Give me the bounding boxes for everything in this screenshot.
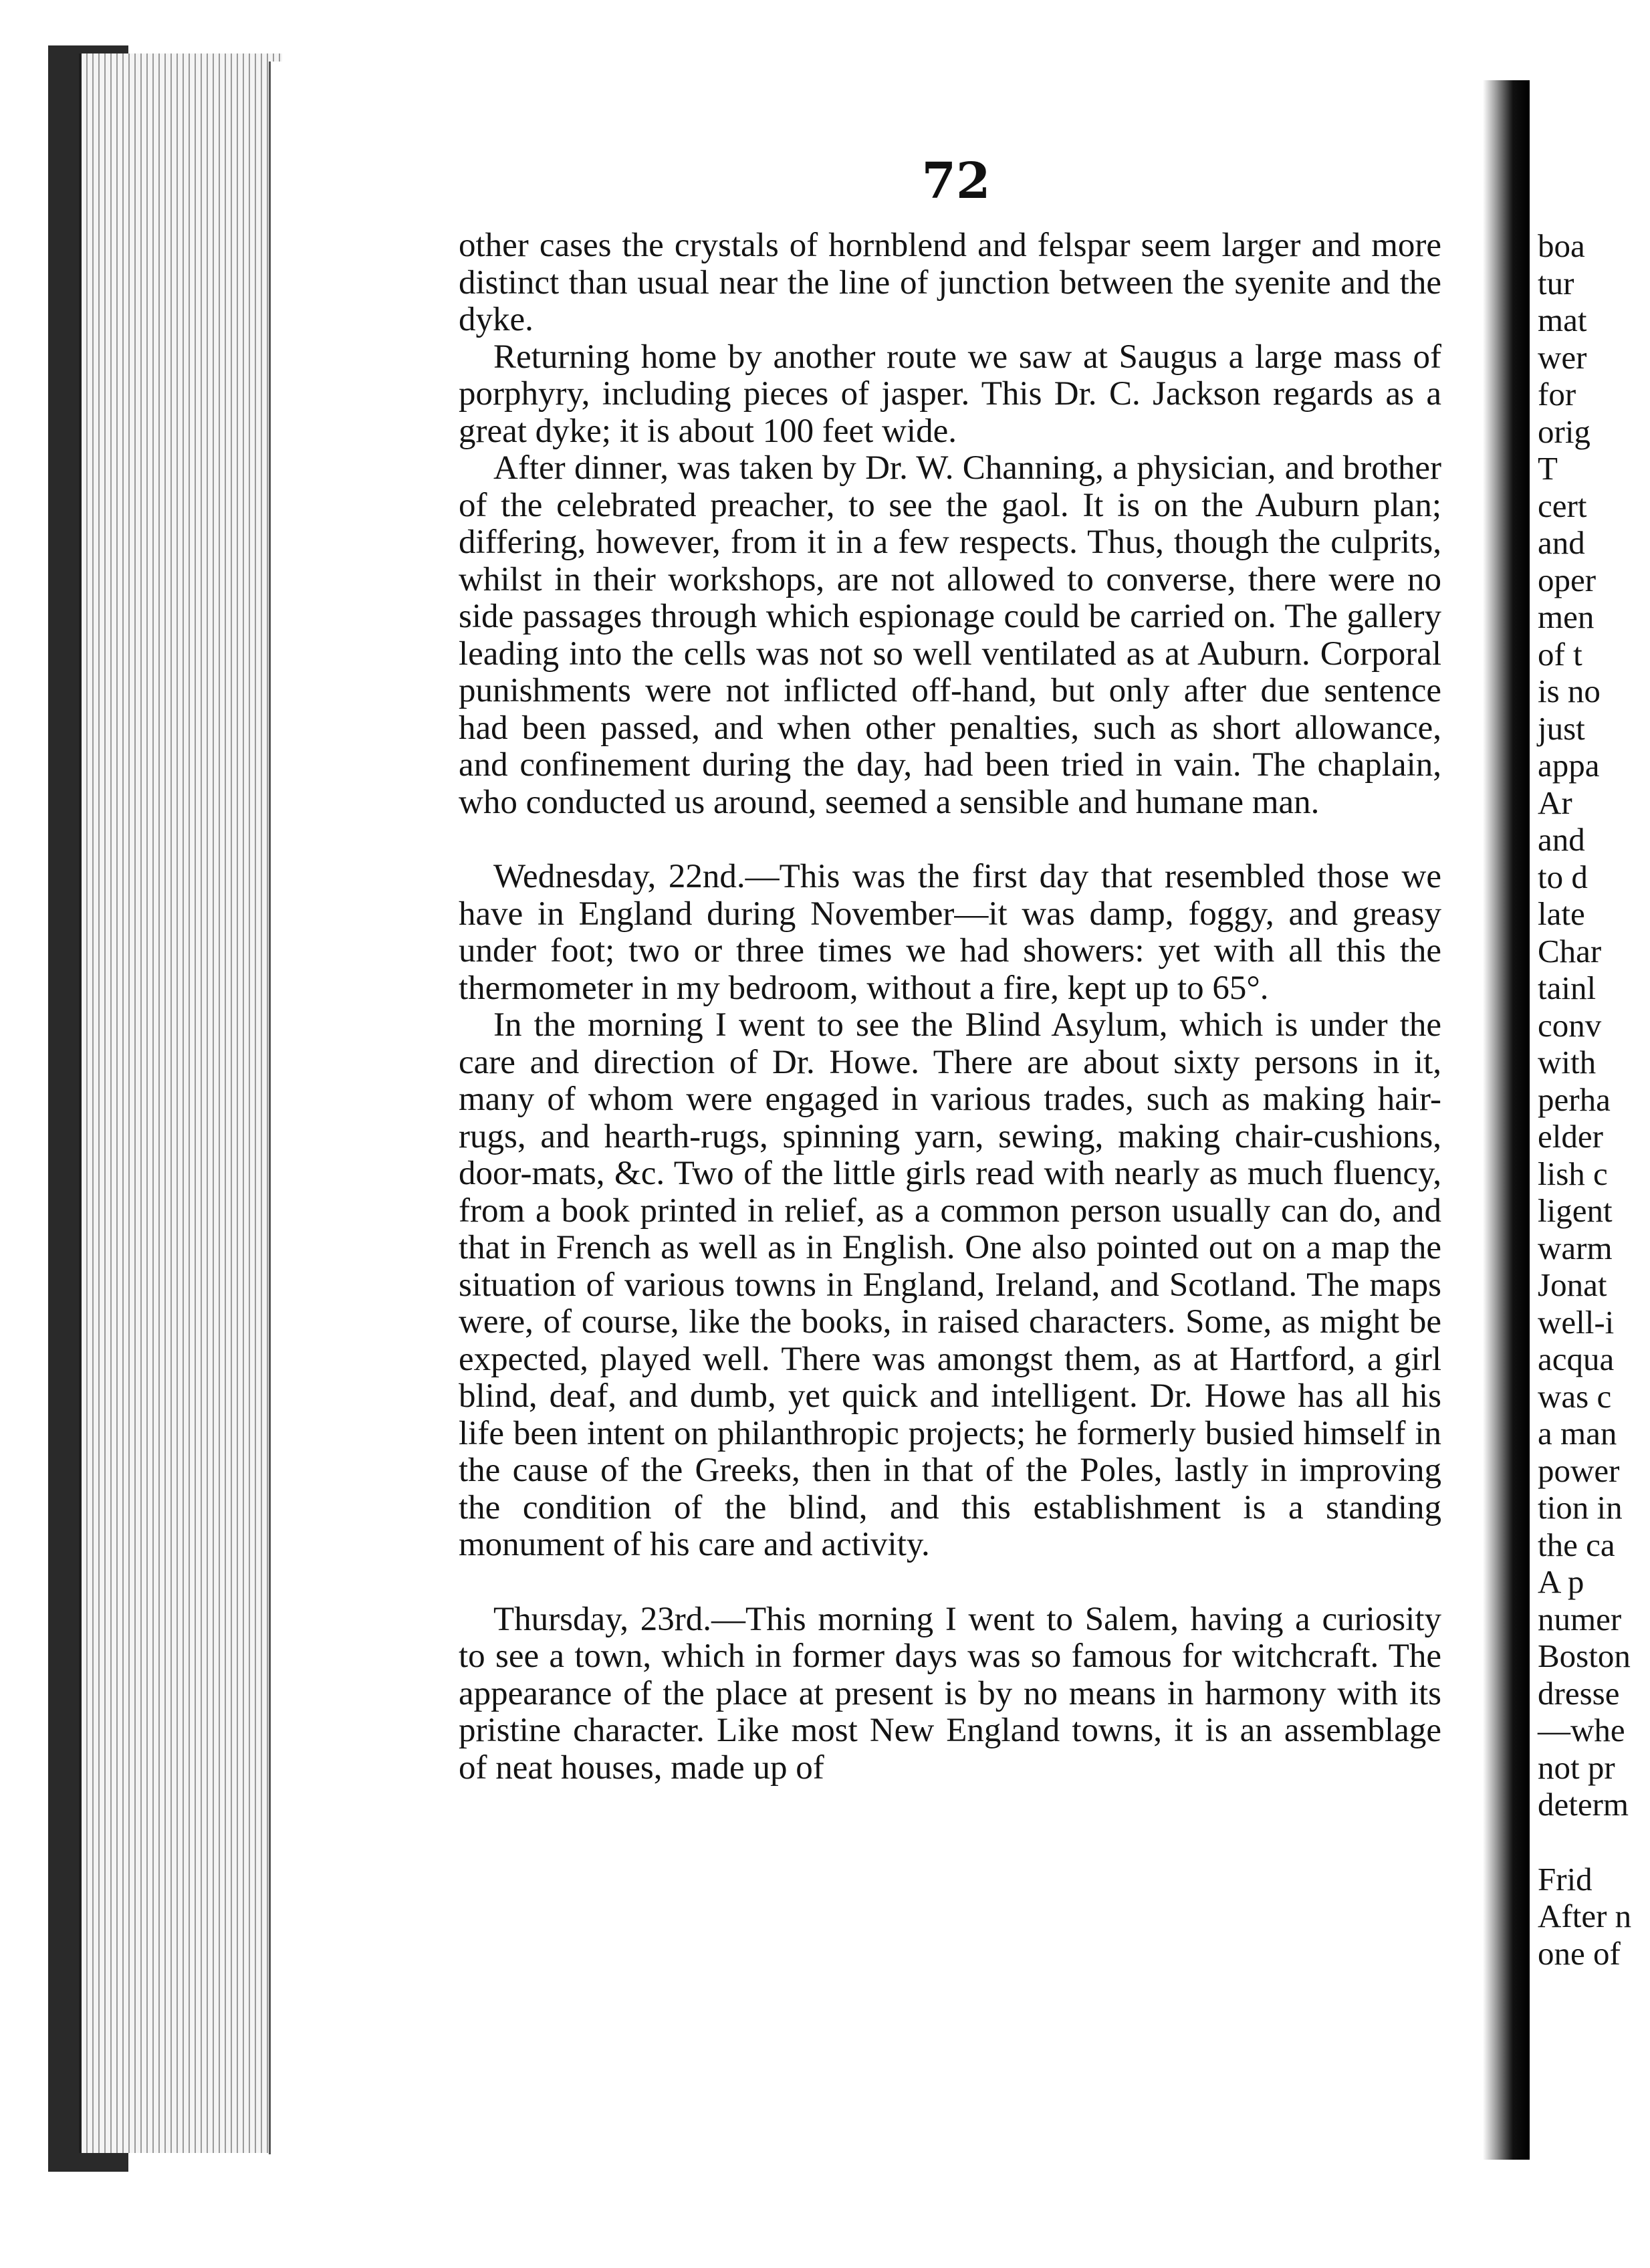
facing-page-line: dresse [1538, 1674, 1620, 1712]
facing-page-line: orig [1538, 413, 1590, 450]
paragraph-1: other cases the crystals of hornblend and felspar seem larger and more distinct than usual near the line of junction between the syenite and the dyke. [459, 227, 1441, 338]
facing-page-line: acqua [1538, 1341, 1615, 1377]
facing-page-line: T [1538, 450, 1558, 487]
facing-page-line: tion in [1538, 1489, 1623, 1526]
facing-page-line: was c [1538, 1377, 1612, 1415]
facing-page-line: and [1538, 524, 1585, 561]
gutter-shadow [1483, 80, 1530, 2160]
facing-page-line: late [1538, 895, 1585, 932]
facing-page-line: numer [1538, 1600, 1622, 1637]
facing-page-line: Char [1538, 932, 1602, 970]
facing-page-line: to d [1538, 858, 1588, 895]
facing-page-text [1538, 227, 1650, 1972]
facing-page-line: elder [1538, 1118, 1603, 1155]
facing-page-line: just [1538, 709, 1585, 747]
facing-page-line [1538, 1823, 1650, 1861]
facing-page-line: warm [1538, 1229, 1613, 1266]
diary-entry-thursday: Thursday, 23rd.—This morning I went to Salem, having a curiosity to see a town, which in former days was so famous for witchcraft. The appearance of the place at present is by no means in harmony with its pristine character. Like most New England towns, it is an assemblage of neat houses, made up of [459, 1600, 1441, 1787]
facing-page-line: perha [1538, 1081, 1611, 1118]
facing-page-line: lish c [1538, 1155, 1608, 1192]
facing-page-line: cert [1538, 487, 1587, 524]
facing-page-line: tainl [1538, 970, 1597, 1006]
facing-page-line: Boston [1538, 1637, 1631, 1674]
diary-entry-wednesday: Wednesday, 22nd.—This was the first day that resembled those we have in England during November—it was damp, foggy, and greasy under foot; two or three times we had showers: yet with all this the thermometer in my bedroom, without a fire, kept up to 65°. [459, 858, 1441, 1007]
facing-page-line: for [1538, 376, 1576, 413]
facing-page-line: boa [1538, 227, 1585, 264]
page-number: 72 [921, 152, 991, 210]
facing-page-line: power [1538, 1452, 1620, 1489]
section-gap [459, 821, 1441, 859]
paragraph-blind-asylum: In the morning I went to see the Blind Asylum, which is under the care and direction of Dr. Howe. There are about sixty persons in it, many of whom were engaged in various trades, such as making hair-rugs, and hearth-rugs, spinning yarn, sewing, making chair-cushions, door-mats, &c. Two of the little girls read with nearly as much fluency, from a book printed in relief, as a common person usually can do, and that in French as well as in English. One also pointed out on a map the situation of various towns in England, Ireland, and Scotland. The maps were, of course, like the books, in raised characters. Some, as might be expected, played well. There was amongst them, as at Hartford, a girl blind, deaf, and dumb, yet quick and intelligent. Dr. Howe has all his life been intent on philanthropic projects; he formerly busied himself in the cause of the Greeks, then in that of the Poles, lastly in improving the condition of the blind, and this establishment is a standing monument of his care and activity. [459, 1006, 1441, 1563]
facing-page-line: with [1538, 1044, 1597, 1081]
facing-page-line: appa [1538, 747, 1600, 784]
page-edges [79, 53, 282, 2153]
section-gap [459, 1564, 1441, 1601]
facing-page-line: men [1538, 598, 1595, 635]
facing-page-line: well-i [1538, 1303, 1615, 1341]
facing-page-line: a man [1538, 1415, 1617, 1452]
paragraph-2: Returning home by another route we saw at Saugus a large mass of porphyry, including pieces of jasper. This Dr. C. Jackson regards as a great dyke; it is about 100 feet wide. [459, 338, 1441, 450]
facing-page-line: one of [1538, 1934, 1621, 1972]
facing-page-line: and [1538, 821, 1585, 858]
facing-page-line: After n [1538, 1898, 1632, 1934]
facing-page-line: oper [1538, 561, 1597, 598]
facing-page-line: conv [1538, 1006, 1602, 1044]
facing-page-line: not pr [1538, 1748, 1615, 1786]
facing-page-line: —whe [1538, 1712, 1625, 1748]
facing-page-line: ligent [1538, 1192, 1613, 1229]
facing-page-line: the ca [1538, 1526, 1615, 1563]
facing-page-line: Jonat [1538, 1266, 1607, 1303]
facing-page-line: wer [1538, 338, 1587, 376]
facing-page-line: tur [1538, 264, 1574, 302]
facing-page-line: Ar [1538, 784, 1572, 821]
facing-page-line: mat [1538, 302, 1587, 338]
facing-page-line: of t [1538, 635, 1582, 673]
paragraph-3: After dinner, was taken by Dr. W. Channing, a physician, and brother of the celebrated preacher, to see the gaol. It is on the Auburn plan; differing, however, from it in a few respects. Thus, though the culprits, whilst in their workshops, are not allowed to converse, there were no side passages through which espionage could be carried on. The gallery leading into the cells was not so well ventilated as at Auburn. Corporal punishments were not inflicted off-hand, but only after due sentence had been passed, and when other penalties, such as short allowance, and confinement during the day, had been tried in vain. The chaplain, who conducted us around, seemed a sensible and humane man. [459, 449, 1441, 821]
body-text [459, 227, 1441, 1787]
facing-page-line: A p [1538, 1563, 1584, 1600]
facing-page-line: Frid [1538, 1860, 1593, 1898]
facing-page-line: is no [1538, 673, 1601, 709]
facing-page-line: determ [1538, 1786, 1629, 1823]
